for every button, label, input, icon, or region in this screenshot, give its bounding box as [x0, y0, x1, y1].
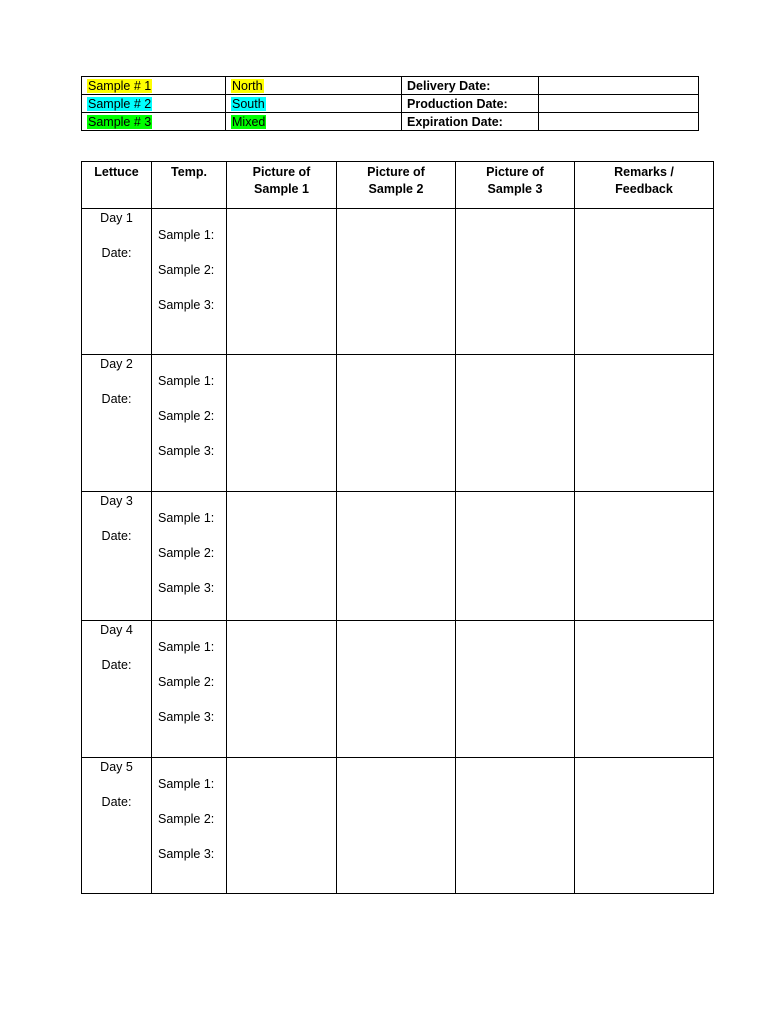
- header-picture-sample-2: Picture of Sample 2: [337, 162, 456, 209]
- day-cell: [82, 209, 152, 355]
- location-south: South: [232, 96, 265, 111]
- info-row-2: [82, 95, 699, 113]
- location-1-cell: [226, 77, 402, 95]
- production-date-value[interactable]: [539, 95, 699, 113]
- header-picture-sample-1: Picture of Sample 1: [227, 162, 337, 209]
- day-label: Day 4: [100, 623, 133, 637]
- remarks-cell[interactable]: [575, 355, 714, 492]
- temp-sample-1-label: Sample 1:: [158, 640, 215, 654]
- location-3-cell: [226, 113, 402, 131]
- temp-sample-1-label: Sample 1:: [158, 511, 215, 525]
- temp-sample-1-label: Sample 1:: [158, 374, 215, 388]
- sample-3-label: Sample # 3: [88, 114, 152, 129]
- picture-sample-3-cell[interactable]: [456, 492, 575, 621]
- day-row: [82, 209, 714, 355]
- delivery-date-value[interactable]: [539, 77, 699, 95]
- picture-sample-2-cell[interactable]: [337, 492, 456, 621]
- picture-sample-1-cell[interactable]: [227, 355, 337, 492]
- production-date-label: Production Date:: [402, 95, 539, 113]
- remarks-cell[interactable]: [575, 621, 714, 758]
- temp-sample-3-label: Sample 3:: [158, 444, 215, 458]
- date-label: Date:: [101, 246, 132, 260]
- picture-sample-2-cell[interactable]: [337, 621, 456, 758]
- location-mixed: Mixed: [232, 114, 266, 129]
- picture-sample-2-cell[interactable]: [337, 209, 456, 355]
- temp-sample-3-label: Sample 3:: [158, 298, 215, 312]
- temp-sample-3-label: Sample 3:: [158, 581, 215, 595]
- temp-sample-2-label: Sample 2:: [158, 675, 215, 689]
- picture-sample-1-cell[interactable]: [227, 621, 337, 758]
- temp-sample-2-label: Sample 2:: [158, 409, 215, 423]
- date-label: Date:: [101, 392, 132, 406]
- temp-sample-1-label: Sample 1:: [158, 228, 215, 242]
- date-label: Date:: [101, 658, 132, 672]
- day-cell: [82, 355, 152, 492]
- temp-sample-3-label: Sample 3:: [158, 710, 215, 724]
- header-row: [82, 162, 714, 209]
- date-label: Date:: [101, 795, 132, 809]
- day-row: [82, 492, 714, 621]
- delivery-date-label: Delivery Date:: [402, 77, 539, 95]
- sample-2-label: Sample # 2: [88, 96, 152, 111]
- sample-1-cell: [82, 77, 226, 95]
- expiration-date-value[interactable]: [539, 113, 699, 131]
- temp-cell[interactable]: [152, 355, 227, 492]
- temp-sample-2-label: Sample 2:: [158, 263, 215, 277]
- picture-sample-1-cell[interactable]: [227, 209, 337, 355]
- sample-info-table: [81, 76, 699, 131]
- day-label: Day 2: [100, 357, 133, 371]
- day-cell: [82, 621, 152, 758]
- picture-sample-2-cell[interactable]: [337, 758, 456, 894]
- picture-sample-3-cell[interactable]: [456, 621, 575, 758]
- day-row: [82, 758, 714, 894]
- header-temp: Temp.: [152, 162, 227, 209]
- sample-3-cell: [82, 113, 226, 131]
- picture-sample-3-cell[interactable]: [456, 355, 575, 492]
- temp-cell[interactable]: [152, 758, 227, 894]
- day-cell: [82, 492, 152, 621]
- day-label: Day 1: [100, 211, 133, 225]
- picture-sample-1-cell[interactable]: [227, 758, 337, 894]
- remarks-cell[interactable]: [575, 758, 714, 894]
- info-row-3: [82, 113, 699, 131]
- expiration-date-label: Expiration Date:: [402, 113, 539, 131]
- header-lettuce: Lettuce: [82, 162, 152, 209]
- remarks-cell[interactable]: [575, 492, 714, 621]
- date-label: Date:: [101, 529, 132, 543]
- temp-sample-2-label: Sample 2:: [158, 812, 215, 826]
- day-label: Day 5: [100, 760, 133, 774]
- picture-sample-3-cell[interactable]: [456, 209, 575, 355]
- header-picture-sample-3: Picture of Sample 3: [456, 162, 575, 209]
- temp-sample-1-label: Sample 1:: [158, 777, 215, 791]
- temp-cell[interactable]: [152, 492, 227, 621]
- day-cell: [82, 758, 152, 894]
- temp-sample-2-label: Sample 2:: [158, 546, 215, 560]
- picture-sample-2-cell[interactable]: [337, 355, 456, 492]
- location-2-cell: [226, 95, 402, 113]
- day-label: Day 3: [100, 494, 133, 508]
- day-row: [82, 355, 714, 492]
- lettuce-log-table: [81, 161, 714, 894]
- remarks-cell[interactable]: [575, 209, 714, 355]
- location-north: North: [232, 78, 263, 93]
- info-row-1: [82, 77, 699, 95]
- temp-sample-3-label: Sample 3:: [158, 847, 215, 861]
- day-row: [82, 621, 714, 758]
- picture-sample-3-cell[interactable]: [456, 758, 575, 894]
- sample-2-cell: [82, 95, 226, 113]
- header-remarks-feedback: Remarks / Feedback: [575, 162, 714, 209]
- picture-sample-1-cell[interactable]: [227, 492, 337, 621]
- temp-cell[interactable]: [152, 209, 227, 355]
- temp-cell[interactable]: [152, 621, 227, 758]
- sample-1-label: Sample # 1: [88, 78, 152, 93]
